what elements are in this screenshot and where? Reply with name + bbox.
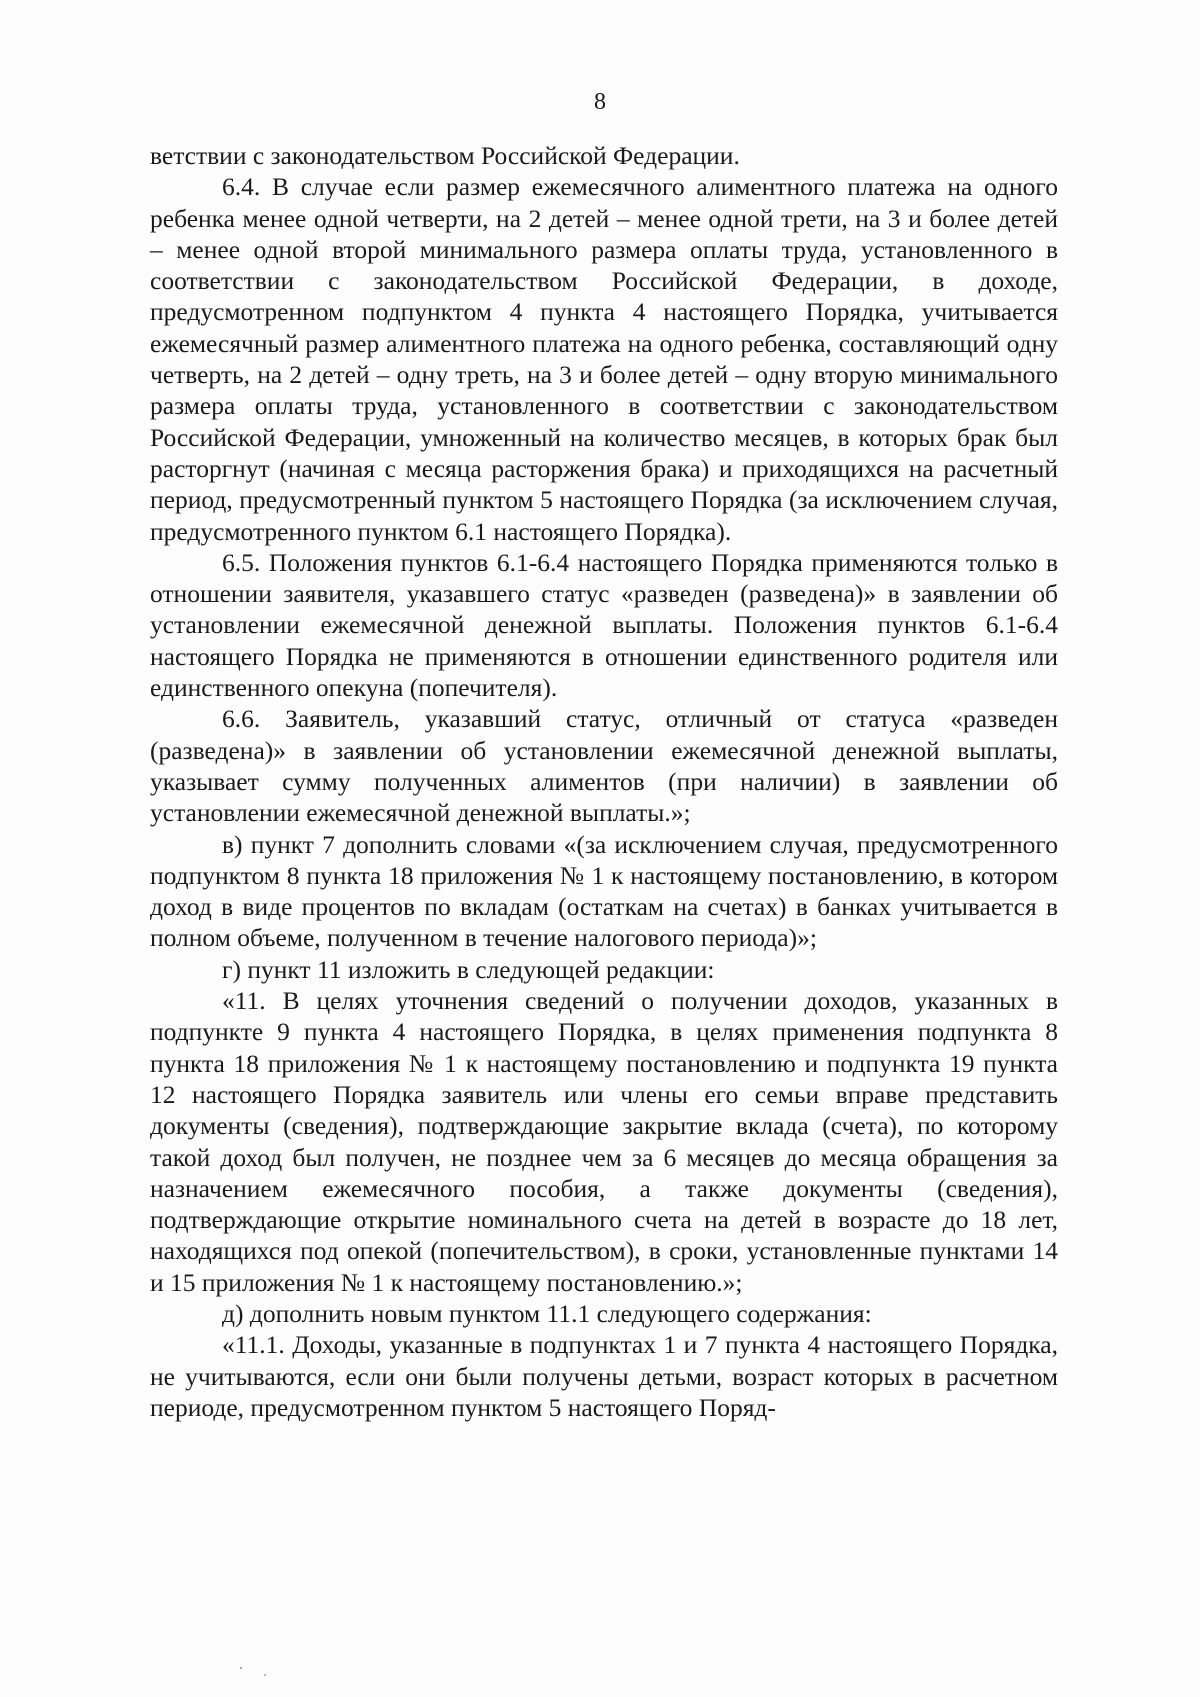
document-body — [150, 140, 1058, 1423]
page-number: 8 — [594, 89, 606, 115]
paragraph-6-6: 6.6. Заявитель, указавший статус, отличный от статуса «разведен (разведена)» в заявлении об установлении ежемесячной денежной выплаты, указывает сумму полученных алиментов (при наличии) в заявлении об установлении ежемесячной денежной выплаты.»; — [150, 704, 1058, 828]
scan-speck: ˙ — [262, 1670, 268, 1690]
paragraph-6-5: 6.5. Положения пунктов 6.1-6.4 настоящего Порядка применяются только в отношении заявителя, указавшего статус «разведен (разведена)» в заявлении об установлении ежемесячной денежной выплаты. Положения пунктов 6.1-6.4 настоящего Порядка не применяются в отношении единственного родителя или единственного опекуна (попечителя). — [150, 547, 1058, 703]
paragraph-6-4: 6.4. В случае если размер ежемесячного алиментного платежа на одного ребенка менее одной четверти, на 2 детей – менее одной трети, на 3 и более детей – менее одной второй минимального размера оплаты труда, установленного в соответствии с законодательством Российской Федерации, в доходе, предусмотренном подпунктом 4 пункта 4 настоящего Порядка, учитывается ежемесячный размер алиментного платежа на одного ребенка, составляющий одну четверть, на 2 детей – одну треть, на 3 и более детей – одну вторую минимального размера оплаты труда, установленного в соответствии с законодательством Российской Федерации, умноженный на количество месяцев, в которых брак был расторгнут (начиная с месяца расторжения брака) и приходящихся на расчетный период, предусмотренный пунктом 5 настоящего Порядка (за исключением случая, предусмотренного пунктом 6.1 настоящего Порядка). — [150, 172, 1058, 546]
paragraph-continuation: ветствии с законодательством Российской Федерации. — [150, 141, 740, 170]
paragraph-11: «11. В целях уточнения сведений о получении доходов, указанных в подпункте 9 пункта 4 настоящего Порядка, в целях применения подпункта 8 пункта 18 приложения № 1 к настоящему постановлению и подпункта 19 пункта 12 настоящего Порядка заявитель или члены его семьи вправе представить документы (сведения), подтверждающие закрытие вклада (счета), по которому такой доход был получен, не позднее чем за 6 месяцев до месяца обращения за назначением ежемесячного пособия, а также документы (сведения), подтверждающие открытие номинального счета на детей в возрасте до 18 лет, находящихся под опекой (попечительством), в сроки, установленные пунктами 14 и 15 приложения № 1 к настоящему постановлению.»; — [150, 986, 1058, 1297]
scan-speck: · — [238, 1658, 244, 1678]
paragraph-11-1: «11.1. Доходы, указанные в подпунктах 1 и 7 пункта 4 настоящего Порядка, не учитываются, если они были получены детьми, возраст которых в расчетном периоде, предусмотренном пунктом 5 настоящего Поряд- — [150, 1330, 1058, 1422]
paragraph-item-g: г) пункт 11 изложить в следующей редакции: — [222, 954, 715, 984]
paragraph-item-d: д) дополнить новым пунктом 11.1 следующего содержания: — [222, 1298, 872, 1328]
paragraph-item-v: в) пункт 7 дополнить словами «(за исключением случая, предусмотренного подпунктом 8 пункта 18 приложения № 1 к настоящему постановлению, в котором доход в виде процентов по вкладам (остаткам на счетах) в банках учитывается в полном объеме, полученном в течение налогового периода)»; — [150, 829, 1058, 953]
